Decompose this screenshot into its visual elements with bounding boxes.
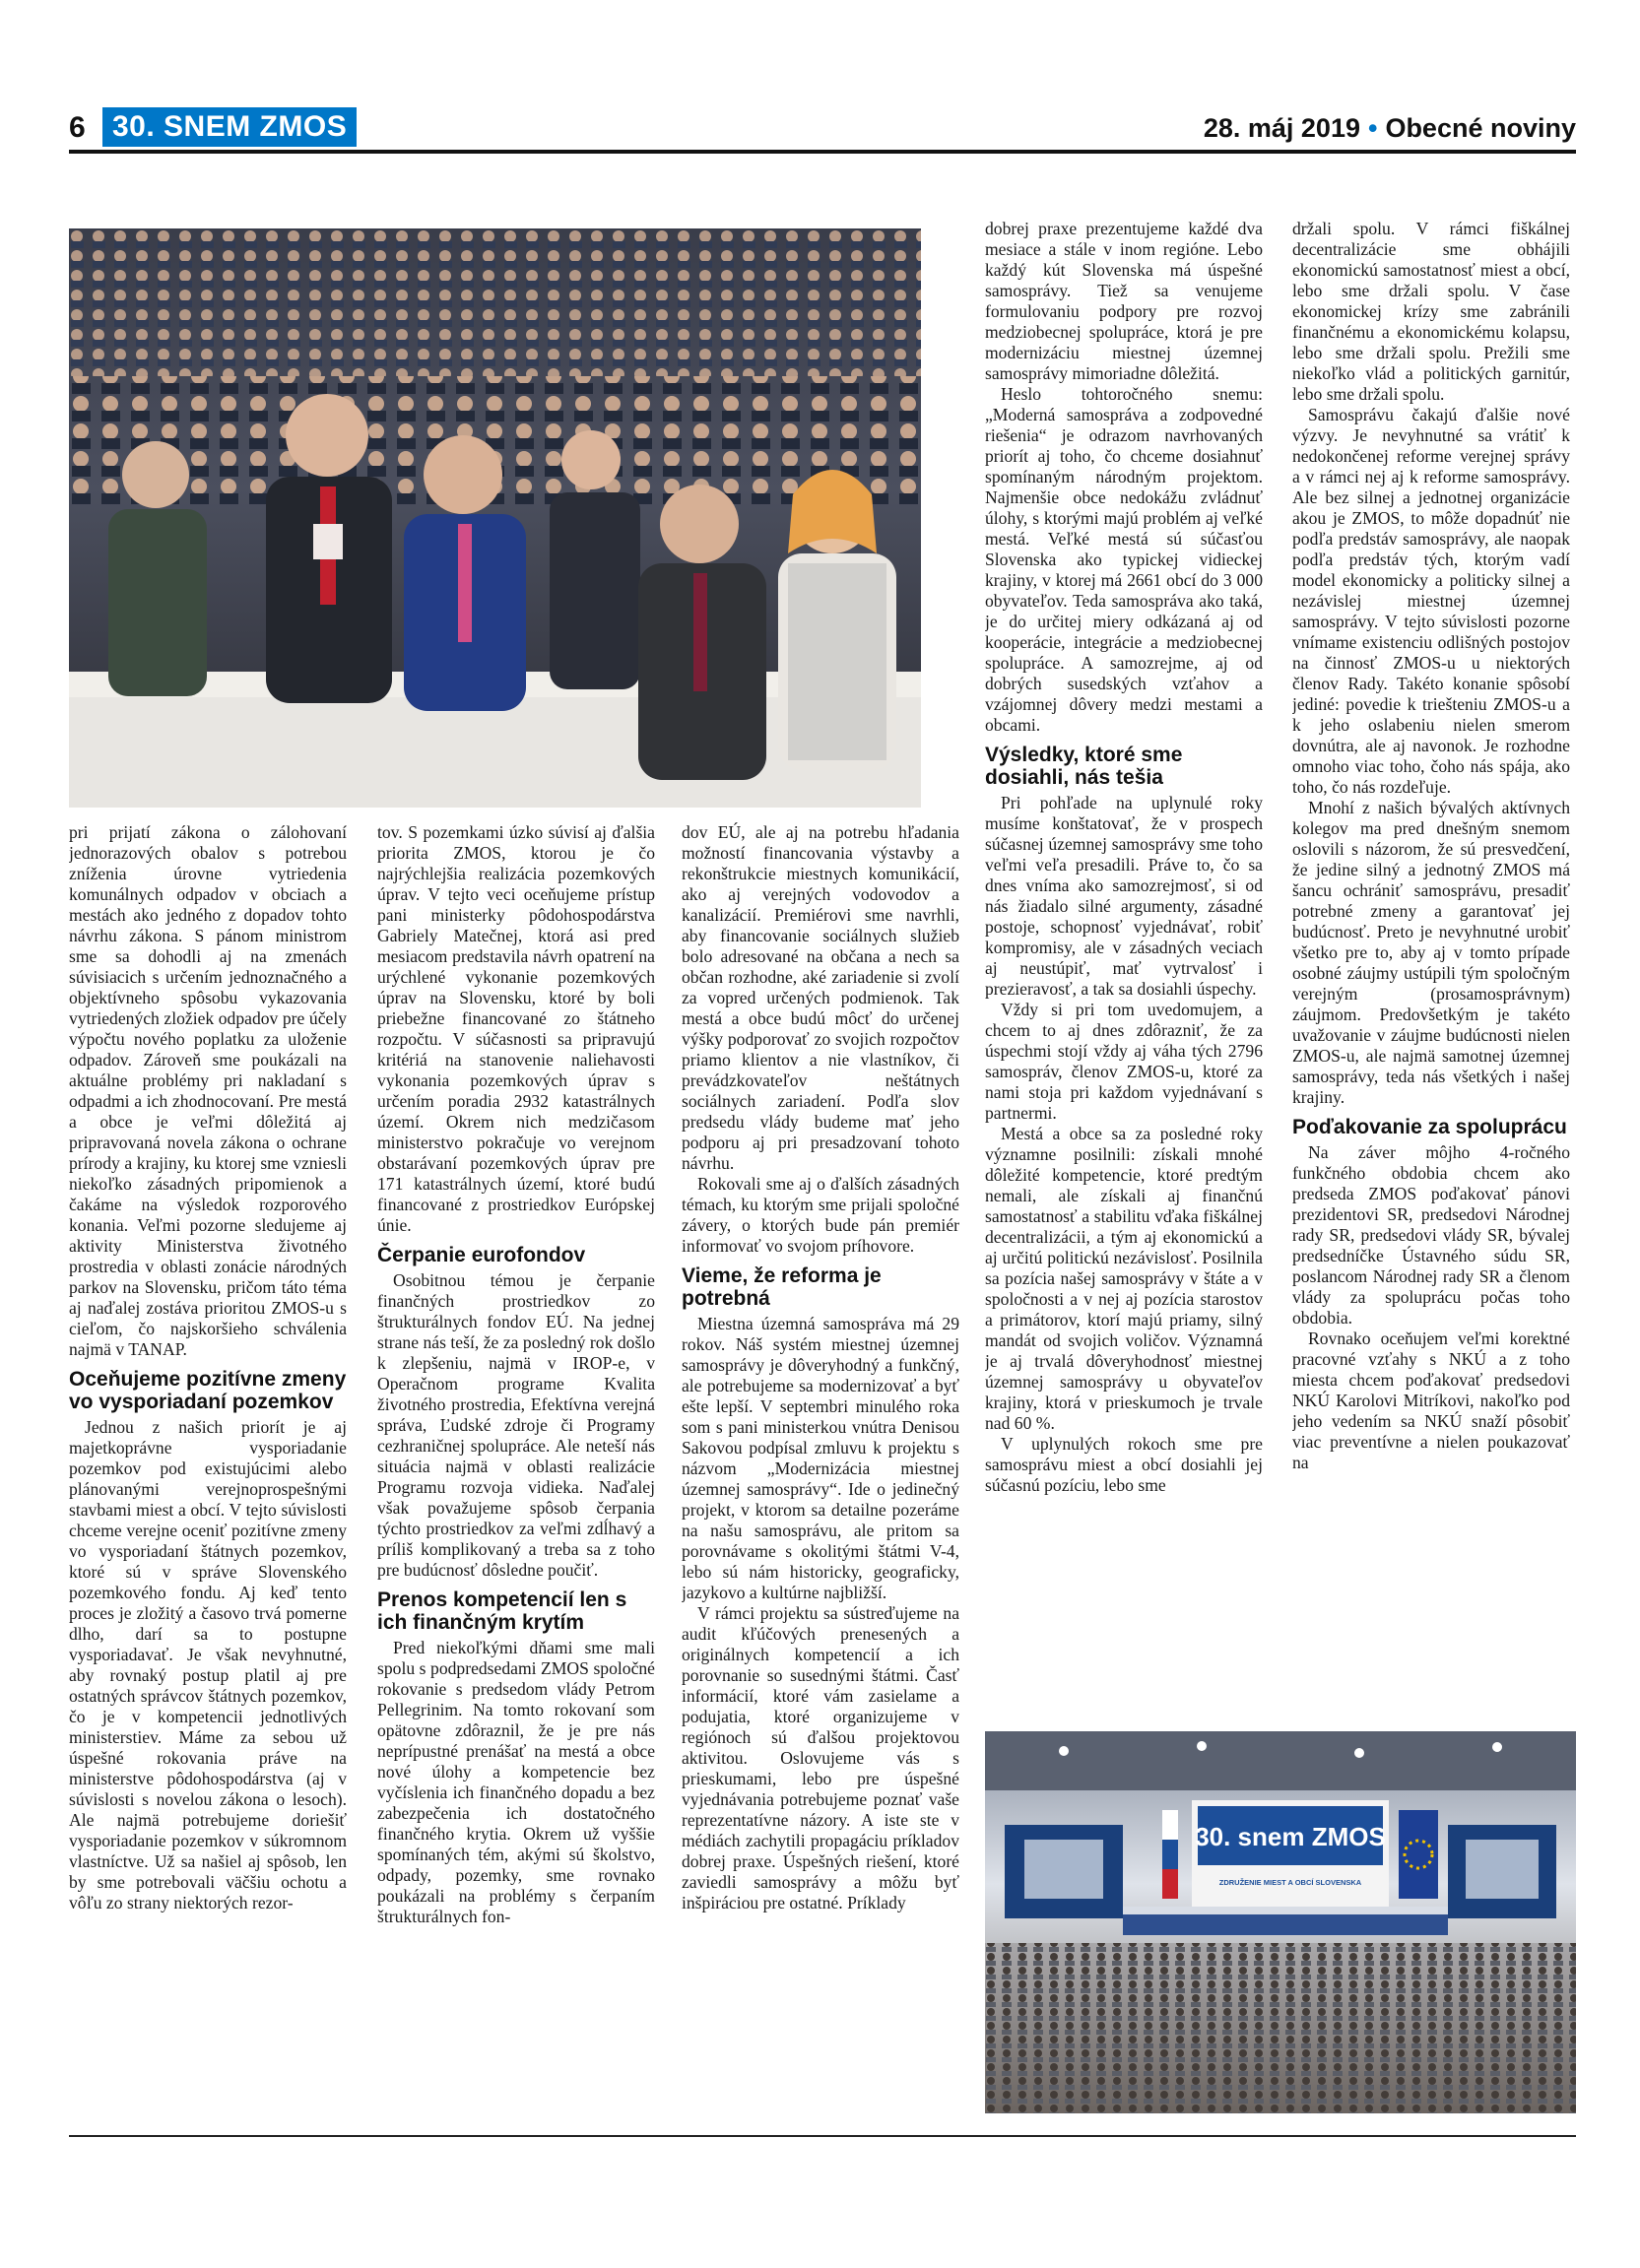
paragraph: Na záver môjho 4-ročného funkčného obdobia chcem ako predseda ZMOS poďakovať pánovi prezidentovi SR, predsedovi Národnej rady SR, predsedovi vlády SR, bývalej predsedníčke Ústavného súdu SR, poslancom Národnej rady SR a členom vlády za spoluprácu počas toho obdobia. — [1292, 1142, 1570, 1328]
article-column-3 — [682, 822, 959, 2122]
paragraph: pri prijatí zákona o zálohovaní jednorazových obalov s potrebou zníženia úrovne vytriedenia komunálnych odpadov v obciach a mestách ako jedného z dopadov tohto návrhu zákona. S pánom ministrom sme sa dohodli aj na zmenách súvisiacich s určením jednoznačného a objektívneho spôsobu vykazovania vytriedených zložiek odpadov pre účely výpočtu nového poplatku za uloženie odpadov. Zároveň sme poukázali na aktuálne problémy pri nakladaní s odpadmi a ich zhodnocovaní. Pre mestá a obce je veľmi dôležitá aj pripravovaná novela zákona o ochrane prírody a krajiny, ku ktorej sme vzniesli niekoľko zásadných pripomienok a čakáme na výsledok rozporového konania. Veľmi pozorne sledujeme aj aktivity Ministerstva životného prostredia v oblasti zonácie národných parkov na Slovensku, pričom táto téma aj naďalej zostáva prioritou ZMOS-u s cieľom, čo najskoršieho schválenia najmä v TANAP. — [69, 822, 347, 1359]
paragraph: Samosprávu čakajú ďalšie nové výzvy. Je nevyhnutné sa vrátiť k nedokončenej reforme verejnej správy a v rámci nej aj k reforme samosprávy. Ale bez silnej a jednotnej organizácie akou je ZMOS, to môže dopadnúť nie podľa predstáv samosprávy, ale naopak podľa predstáv tých, ktorým vadí model ekonomicky a politicky silnej a nezávislej miestnej územnej samosprávy. V tejto súvislosti pozorne vnímame existenciu odlišných postojov na činnosť ZMOS-u u niektorých členov Rady. Takéto konanie spôsobí jediné: povedie k triešteniu ZMOS-u a k jeho oslabeniu nielen smerom dovnútra, ale aj navonok. Je rozhodne omnoho viac toho, čoho nás spája, ako toho, čo nás rozdeľuje. — [1292, 405, 1570, 797]
paragraph: Osobitnou témou je čerpanie finančných prostriedkov zo štrukturálnych fondov EÚ. Na jednej strane nás teší, že za posledný rok došlo k zlepšeniu, najmä v IROP-e, v Operačnom programe Kvalita životného prostredia, Efektívna verejná správa, Ľudské zdroje či Programy cezhraničnej spolupráce. Ale neteší nás situácia najmä v oblasti realizácie Programu rozvoja vidieka. Naďalej však považujeme spôsob čerpania týchto prostriedkov za veľmi zdĺhavý a príliš komplikovaný a treba sa z toho pre budúcnosť dôsledne poučiť. — [377, 1270, 655, 1580]
paragraph: tov. S pozemkami úzko súvisí aj ďalšia priorita ZMOS, ktorou je čo najrýchlejšia realizácia pozemkových úprav. V tejto veci oceňujeme prístup pani ministerky pôdohospodárstva Gabriely Matečnej, ktorá asi pred mesiacom predstavila návrh opatrení na urýchlené vykonanie pozemkových úprav na Slovensku, ktoré by boli priebežne financované zo štátneho rozpočtu. V súčasnosti sa pripravujú kritériá na stanovenie naliehavosti vykonania pozemkových úprav s určením poradia 2932 katastrálnych území. Okrem nich medzičasom ministerstvo pokračuje vo verejnom obstarávaní pozemkových úprav pre 171 katastrálnych území, ktoré budú financované z prostriedkov Európskej únie. — [377, 822, 655, 1235]
photo-congress-hall — [985, 1731, 1576, 2113]
paragraph: dobrej praxe prezentujeme každé dva mesiace a stále v inom regióne. Lebo každý kút Slovenska má úspešné samosprávy. Tiež sa venujeme formulovaniu podpory pre rozvoj medziobecnej spolupráce, ktorá je pre modernizáciu miestnej územnej samosprávy mimoriadne dôležitá. — [985, 219, 1263, 383]
publication-name: Obecné noviny — [1385, 113, 1576, 143]
paragraph: Pred niekoľkými dňami sme mali spolu s podpredsedami ZMOS spoločné rokovanie s predsedom vlády Petrom Pellegrinim. Na tomto rokovaní som opätovne zdôraznil, že je pre nás neprípustné prenášať na mestá a obce nové úlohy a kompetencie bez vyčíslenia ich finančného dopadu a bez zabezpečenia ich dostatočného finančného krytia. Okrem už vyššie spomínaných tém, akými sú školstvo, odpady, pozemky, sme rovnako poukázali na problémy s čerpaním štrukturálnych fon- — [377, 1638, 655, 1926]
subheading: Poďakovanie za spoluprácu — [1292, 1116, 1567, 1138]
footer-rule — [69, 2135, 1576, 2137]
paragraph: Heslo tohtoročného snemu: „Moderná samospráva a zodpovedné riešenia“ je odrazom navrhovaných priorít aj toho, čo chceme dosiahnuť spomínaným národným projektom. Najmenšie obce nedokážu zvládnuť úlohy, s ktorými majú problém aj veľké mestá. Veľké mestá sú súčasťou Slovenska ako typickej vidieckej krajiny, v ktorej má 2661 obcí do 3 000 obyvateľov. Teda samospráva ako taká, je do určitej miery odkázaná aj od kooperácie, integrácie a medziobecnej spolupráce. A samozrejme, aj od dobrých susedských vzťahov a vzájomnej dôvery medzi mestami a obcami. — [985, 384, 1263, 735]
stage-banner-subtitle: ZDRUŽENIE MIEST A OBCÍ SLOVENSKA — [1218, 1878, 1362, 1887]
subheading: Vieme, že reforma je potrebná — [682, 1264, 882, 1310]
article-column-2 — [377, 822, 655, 2122]
congress-hall-illustration — [985, 1731, 1576, 2113]
paragraph: Rokovali sme aj o ďalších zásadných témach, ku ktorým sme prijali spoločné závery, o ktorých bude pán premiér informovať vo svojom príhovore. — [682, 1174, 959, 1256]
paragraph: Jednou z našich priorít je aj majetkoprávne vysporiadanie pozemkov pod existujúcimi alebo plánovanými verejnoprospešnými stavbami miest a obcí. V tejto súvislosti chceme verejne oceniť pozitívne zmeny vo vysporiadaní štátnych pozemkov, ktoré sú v správe Slovenského pozemkového fondu. Aj keď tento proces je zložitý a časovo trvá pomerne dlho, darí sa to postupne vysporiadavať. Je však nevyhnutné, aby rovnaký postup platil aj pre ostatných správcov štátnych pozemkov, čo je v kompetencii jednotlivých ministerstiev. Máme za sebou už úspešné rokovania práve na ministerstve pôdohospodárstva (aj v súvislosti s novelou zákona o lesoch). Ale najmä potrebujeme doriešiť vysporiadanie pozemkov v súkromnom vlastníctve. Už sa našiel aj spôsob, len by sme potrebovali väčšiu ochotu a vôľu zo strany niektorých rezor- — [69, 1417, 347, 1912]
page-header — [69, 106, 1576, 150]
photo-audience — [69, 228, 921, 808]
issue-date: 28. máj 2019 — [1203, 113, 1360, 143]
paragraph: Rovnako oceňujem veľmi korektné pracovné vzťahy s NKÚ a z toho miesta chcem poďakovať predsedovi NKÚ Karolovi Mitríkovi, nakoľko pod jeho vedením sa NKÚ snaží pôsobiť viac preventívne a nielen poukazovať na — [1292, 1328, 1570, 1472]
paragraph: Mestá a obce sa za posledné roky významne posilnili: získali mnohé dôležité kompetencie, ktoré predtým nemali, ale získali aj finančnú samostatnosť a stabilitu vďaka fiškálnej decentralizácii, a tým aj ekonomickú a aj určitú politickú nezávislosť. Posilnila sa pozícia našej samosprávy v štáte a v spoločnosti a v nej aj pozícia starostov a primátorov, ktorí majú priamy, silný mandát od svojich voličov. Významná je aj trvalá dôveryhodnosť miestnej územnej samosprávy u obyvateľov krajiny, ktorá v prieskumoch je trvale nad 60 %. — [985, 1124, 1263, 1433]
page-number: 6 — [69, 111, 86, 144]
paragraph: V rámci projektu sa sústreďujeme na audit kľúčových prenesených a originálnych kompetencií a ich porovnanie so susednými štátmi. Časť informácií, ktoré vám zasielame a podujatia, ktoré organizujeme v regiónoch sú ďalšou projektovou aktivitou. Oslovujeme vás s prieskumami, lebo pre úspešné vyjednávania potrebujeme poznať vaše reprezentatívne názory. A iste ste v médiách zachytili propagáciu príkladov dobrej praxe. Úspešných riešení, ktoré zaviedli samosprávy a môžu byť inšpiráciou pre ostatné. Príklady — [682, 1603, 959, 1912]
paragraph: držali spolu. V rámci fiškálnej decentralizácie sme obhájili ekonomickú samostatnosť miest a obcí, lebo sme držali spolu. V čase ekonomickej krízy sme zabránili finančnému a ekonomickému kolapsu, lebo sme držali spolu. Prežili sme niekoľko vlád a politických garnitúr, lebo sme držali spolu. — [1292, 219, 1570, 404]
article-column-4 — [985, 219, 1263, 1716]
subheading: Prenos kompetencií len s ich finančným krytím — [377, 1588, 627, 1634]
subheading: Oceňujeme pozitívne zmeny vo vysporiadaní pozemkov — [69, 1368, 347, 1413]
stage-banner-text: 30. snem ZMOS — [1195, 1822, 1386, 1851]
paragraph: Mnohí z našich bývalých aktívnych kolegov ma pred dnešným snemom oslovili s názorom, že sú presvedčení, že jedine silný a jednotný ZMOS má šancu ochrániť samosprávu, presadiť potrebné zmeny a garantovať jej budúcnosť. Preto je nevyhnutné urobiť všetko pre to, aby aj v tomto prípade osobné záujmy ustúpili tým spoločným verejným (prosamosprávnym) záujmom. Predovšetkým je takéto uvažovanie v záujme budúcnosti nielen ZMOS-u, ale najmä samotnej územnej samosprávy, teda nás všetkých i našej krajiny. — [1292, 798, 1570, 1107]
article-column-1 — [69, 822, 347, 2122]
audience-photo-illustration — [69, 228, 921, 808]
paragraph: Vždy si pri tom uvedomujem, a chcem to aj dnes zdôrazniť, že za úspechmi stojí vždy aj váha tých 2796 samospráv, členov ZMOS-u, ktoré za nami stoja pri každom vyjednávaní s partnermi. — [985, 1000, 1263, 1123]
header-rule — [69, 150, 1576, 154]
paragraph: V uplynulých rokoch sme pre samosprávu miest a obcí dosiahli jej súčasnú pozíciu, lebo sme — [985, 1434, 1263, 1495]
subheading: Výsledky, ktoré sme dosiahli, nás tešia — [985, 744, 1183, 789]
subheading: Čerpanie eurofondov — [377, 1244, 586, 1266]
paragraph: Pri pohľade na uplynulé roky musíme konštatovať, že v prospech súčasnej územnej samosprávy sme toho veľmi veľa presadili. Práve to, čo sa dnes vníma ako samozrejmosť, si od nás žiadalo silné argumenty, zásadné postoje, schopnosť vyjednávať, robiť kompromisy, ale v zásadných veciach aj neustúpiť, mať vytrvalosť i prezieravosť, a tak sa dosiahli úspechy. — [985, 793, 1263, 999]
issue-info — [1204, 106, 1576, 150]
separator-dot: • — [1367, 113, 1378, 143]
article-column-5 — [1292, 219, 1570, 1716]
paragraph: dov EÚ, ale aj na potrebu hľadania možností financovania výstavby a rekonštrukcie miestnych komunikácií, ako aj verejných vodovodov a kanalizácií. Premiérovi sme navrhli, aby financovanie sociálnych služieb bolo adresované na občana a nech sa občan rozhodne, aké zariadenie si zvolí za vopred určených podmienok. Tak mestá a obce budú môcť do určenej výšky podporovať zo svojich rozpočtov priamo klientov a nie vlastníkov, či prevádzkovateľov neštátnych sociálnych zariadení. Podľa slov predsedu vlády budeme mať jeho podporu aj pri presadzovaní tohoto návrhu. — [682, 822, 959, 1173]
paragraph: Miestna územná samospráva má 29 rokov. Náš systém miestnej územnej samosprávy je dôveryhodný a funkčný, ale potrebujeme sa modernizovať a byť ešte lepší. V septembri minulého roka som s pani ministerkou vnútra Denisou Sakovou podpísal zmluvu k projektu s názvom „Modernizácia miestnej územnej samosprávy“. Ide o jedinečný projekt, v ktorom sa detailne pozeráme na našu samosprávu, ale pritom sa porovnávame s okolitými štátmi V-4, lebo sú nám historicky, geograficky, jazykovo a kultúrne najbližší. — [682, 1314, 959, 1602]
section-tag: 30. SNEM ZMOS — [102, 107, 357, 147]
